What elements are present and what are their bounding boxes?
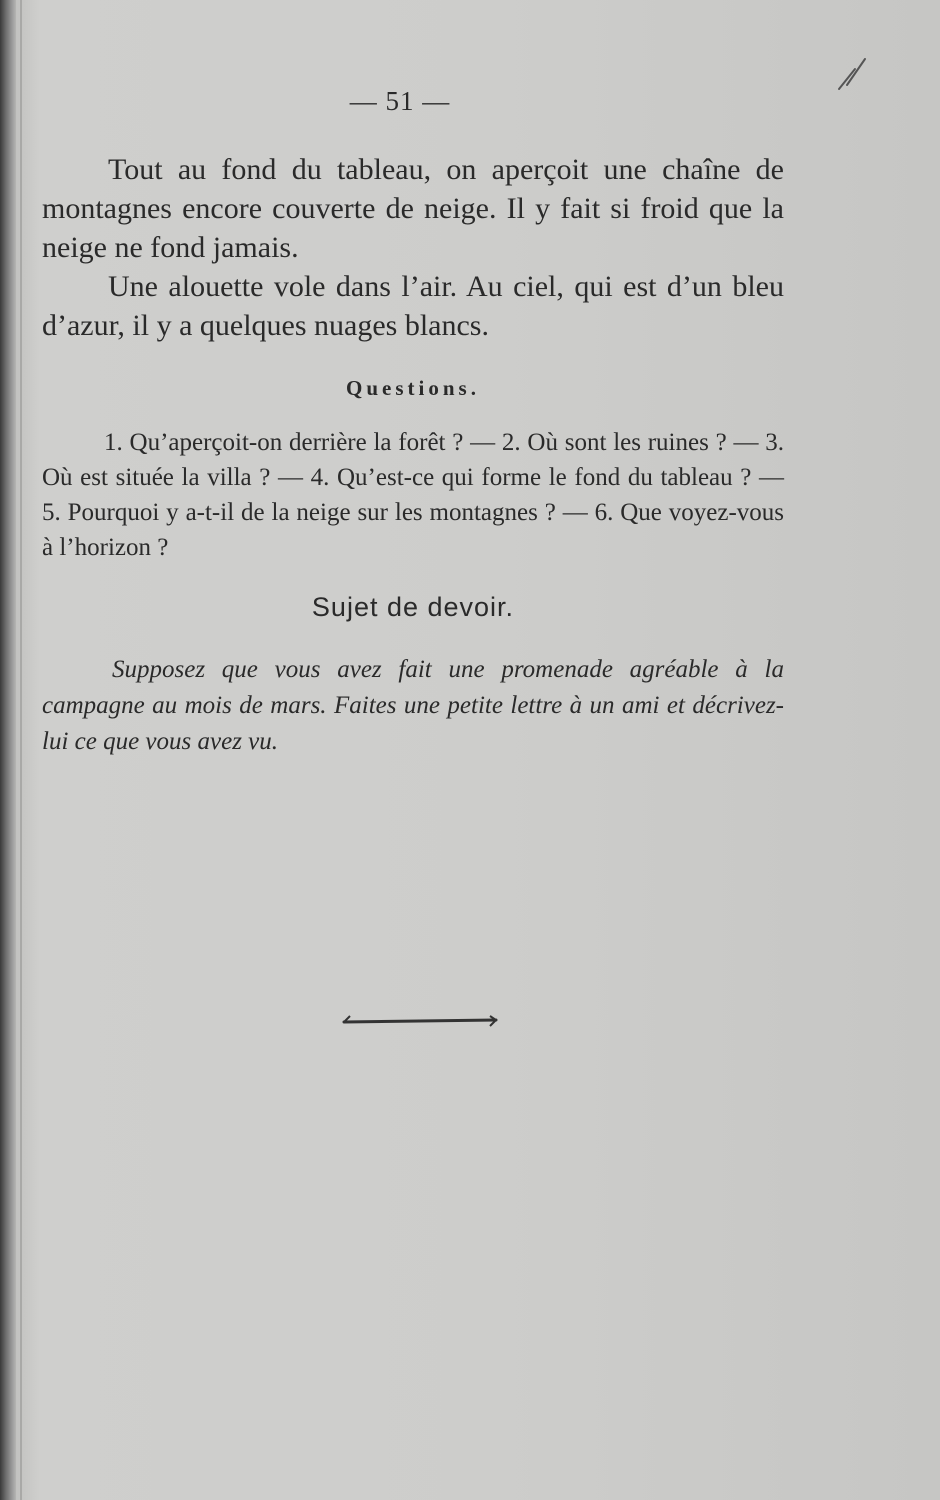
page-number: — 51 — xyxy=(349,86,451,116)
end-rule-ornament xyxy=(340,1010,500,1030)
page-edge-line xyxy=(20,0,22,1500)
book-spine-shadow xyxy=(0,0,16,1500)
paragraph-mountains: Tout au fond du tableau, on aperçoit une chaîne de montagnes encore couverte de neige. Il y fait si froid que la neige ne fond jamais. xyxy=(42,153,784,264)
assignment-heading: Sujet de devoir. xyxy=(311,592,515,622)
questions-text: 1. Qu’aperçoit-on derrière la forêt ? — 2. Où sont les ruines ? — 3. Où est située la villa ? — 4. Qu’est-ce qui forme le fond du tableau ? — 5. Pourquoi y a-t-il de la neige sur les montagnes ? — 6. Que voyez-vous à l’horizon ? xyxy=(42,429,784,561)
paragraph-lark: Une alouette vole dans l’air. Au ciel, qui est d’un bleu d’azur, il y a quelques nuages blancs. xyxy=(42,270,784,342)
questions-heading: Questions. xyxy=(346,376,480,400)
pencil-check-mark-icon xyxy=(835,55,875,95)
body-text xyxy=(42,150,784,345)
assignment-text: Supposez que vous avez fait une promenade agréable à la campagne au mois de mars. Faites une petite lettre à un ami et décrivez-lui ce que vous avez vu. xyxy=(42,656,784,755)
